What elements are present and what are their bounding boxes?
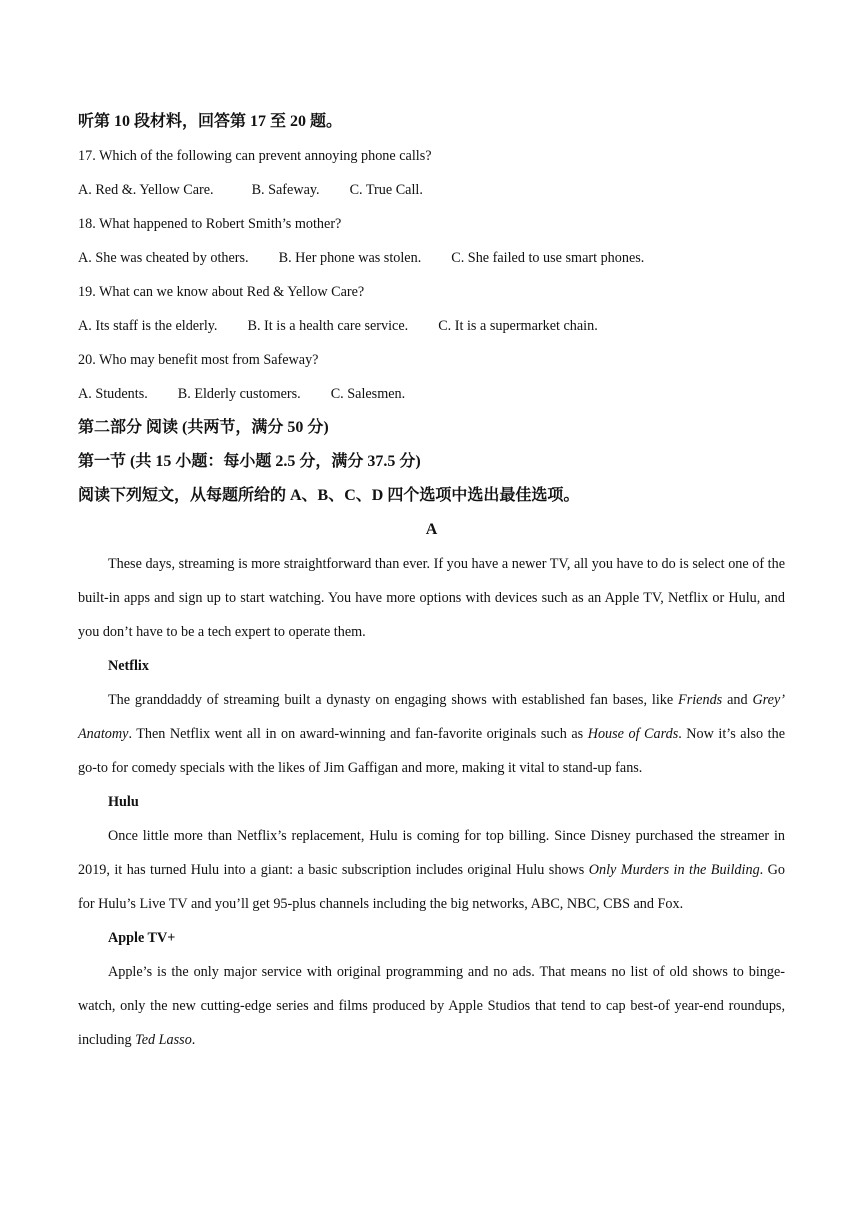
option-a: A. Its staff is the elderly. [78,318,218,334]
option-c: C. It is a supermarket chain. [438,318,598,334]
question-20: 20. Who may benefit most from Safeway? [78,352,319,368]
option-b: B. Safeway. [251,182,320,198]
netflix-title: Netflix [108,658,149,674]
hulu-title: Hulu [108,794,139,810]
question-19: 19. What can we know about Red & Yellow Care? [78,284,365,300]
title-house-of-cards: House of Cards [587,726,679,742]
question-18-options [78,241,785,275]
section10-heading: 听第 10 段材料，回答第 17 至 20 题。 [78,113,343,130]
passage-intro: These days, streaming is more straightforward than ever. If you have a newer TV, all you have to do is select one of the built-in apps and sign up to start watching. You have more options with devices such as an Apple TV, Netflix or Hulu, and you don’t have to be a tech expert to operate them. [78,556,785,640]
option-c: C. Salesmen. [330,386,406,402]
question-20-options [78,377,785,411]
question-19-options [78,309,785,343]
hulu-paragraph: Once little more than Netflix’s replacement, Hulu is coming for top billing. Since Disney purchased the streamer in 2019, it has turned Hulu into a giant: a basic subscription includes original Hulu shows Only Murders in the Building. Go for Hulu’s Live TV and you’ll get 95-plus channels including the big networks, ABC, NBC, CBS and Fox. [78,828,786,912]
question-18: 18. What happened to Robert Smith’s mother? [78,216,342,232]
section1-heading: 第一节 (共 15 小题：每小题 2.5 分，满分 37.5 分) [78,453,421,470]
title-greys-anatomy: Grey’ Anatomy [78,692,785,742]
apple-tv-title: Apple TV+ [108,930,176,946]
option-b: B. It is a health care service. [247,318,409,334]
option-a: A. Red &. Yellow Care. [78,182,214,198]
question-17-options [78,173,785,207]
question-17: 17. Which of the following can prevent annoying phone calls? [78,148,432,164]
part2-heading: 第二部分 阅读 (共两节，满分 50 分) [78,419,329,436]
reading-instruction: 阅读下列短文，从每题所给的 A、B、C、D 四个选项中选出最佳选项。 [78,487,580,504]
title-ted-lasso: Ted Lasso [135,1032,192,1048]
option-c: C. She failed to use smart phones. [451,250,645,266]
title-friends: Friends [678,692,723,708]
title-only-murders: Only Murders in the Building [588,862,760,878]
apple-tv-paragraph: Apple’s is the only major service with original programming and no ads. That means no list of old shows to binge-watch, only the new cutting-edge series and films produced by Apple Studios that tend to cap best-of year-end roundups, including Ted Lasso. [78,964,785,1048]
option-b: B. Her phone was stolen. [278,250,422,266]
option-a: A. Students. [78,386,148,402]
passage-label: A [425,521,438,538]
option-b: B. Elderly customers. [177,386,301,402]
netflix-paragraph: The granddaddy of streaming built a dynasty on engaging shows with established fan bases, like Friends and Grey’ Anatomy. Then Netflix went all in on award-winning and fan-favorite originals such as House of Cards. Now it’s also the go-to for comedy specials with the likes of Jim Gaffigan and more, making it vital to stand-up fans. [78,692,785,776]
option-c: C. True Call. [349,182,423,198]
option-a: A. She was cheated by others. [78,250,249,266]
